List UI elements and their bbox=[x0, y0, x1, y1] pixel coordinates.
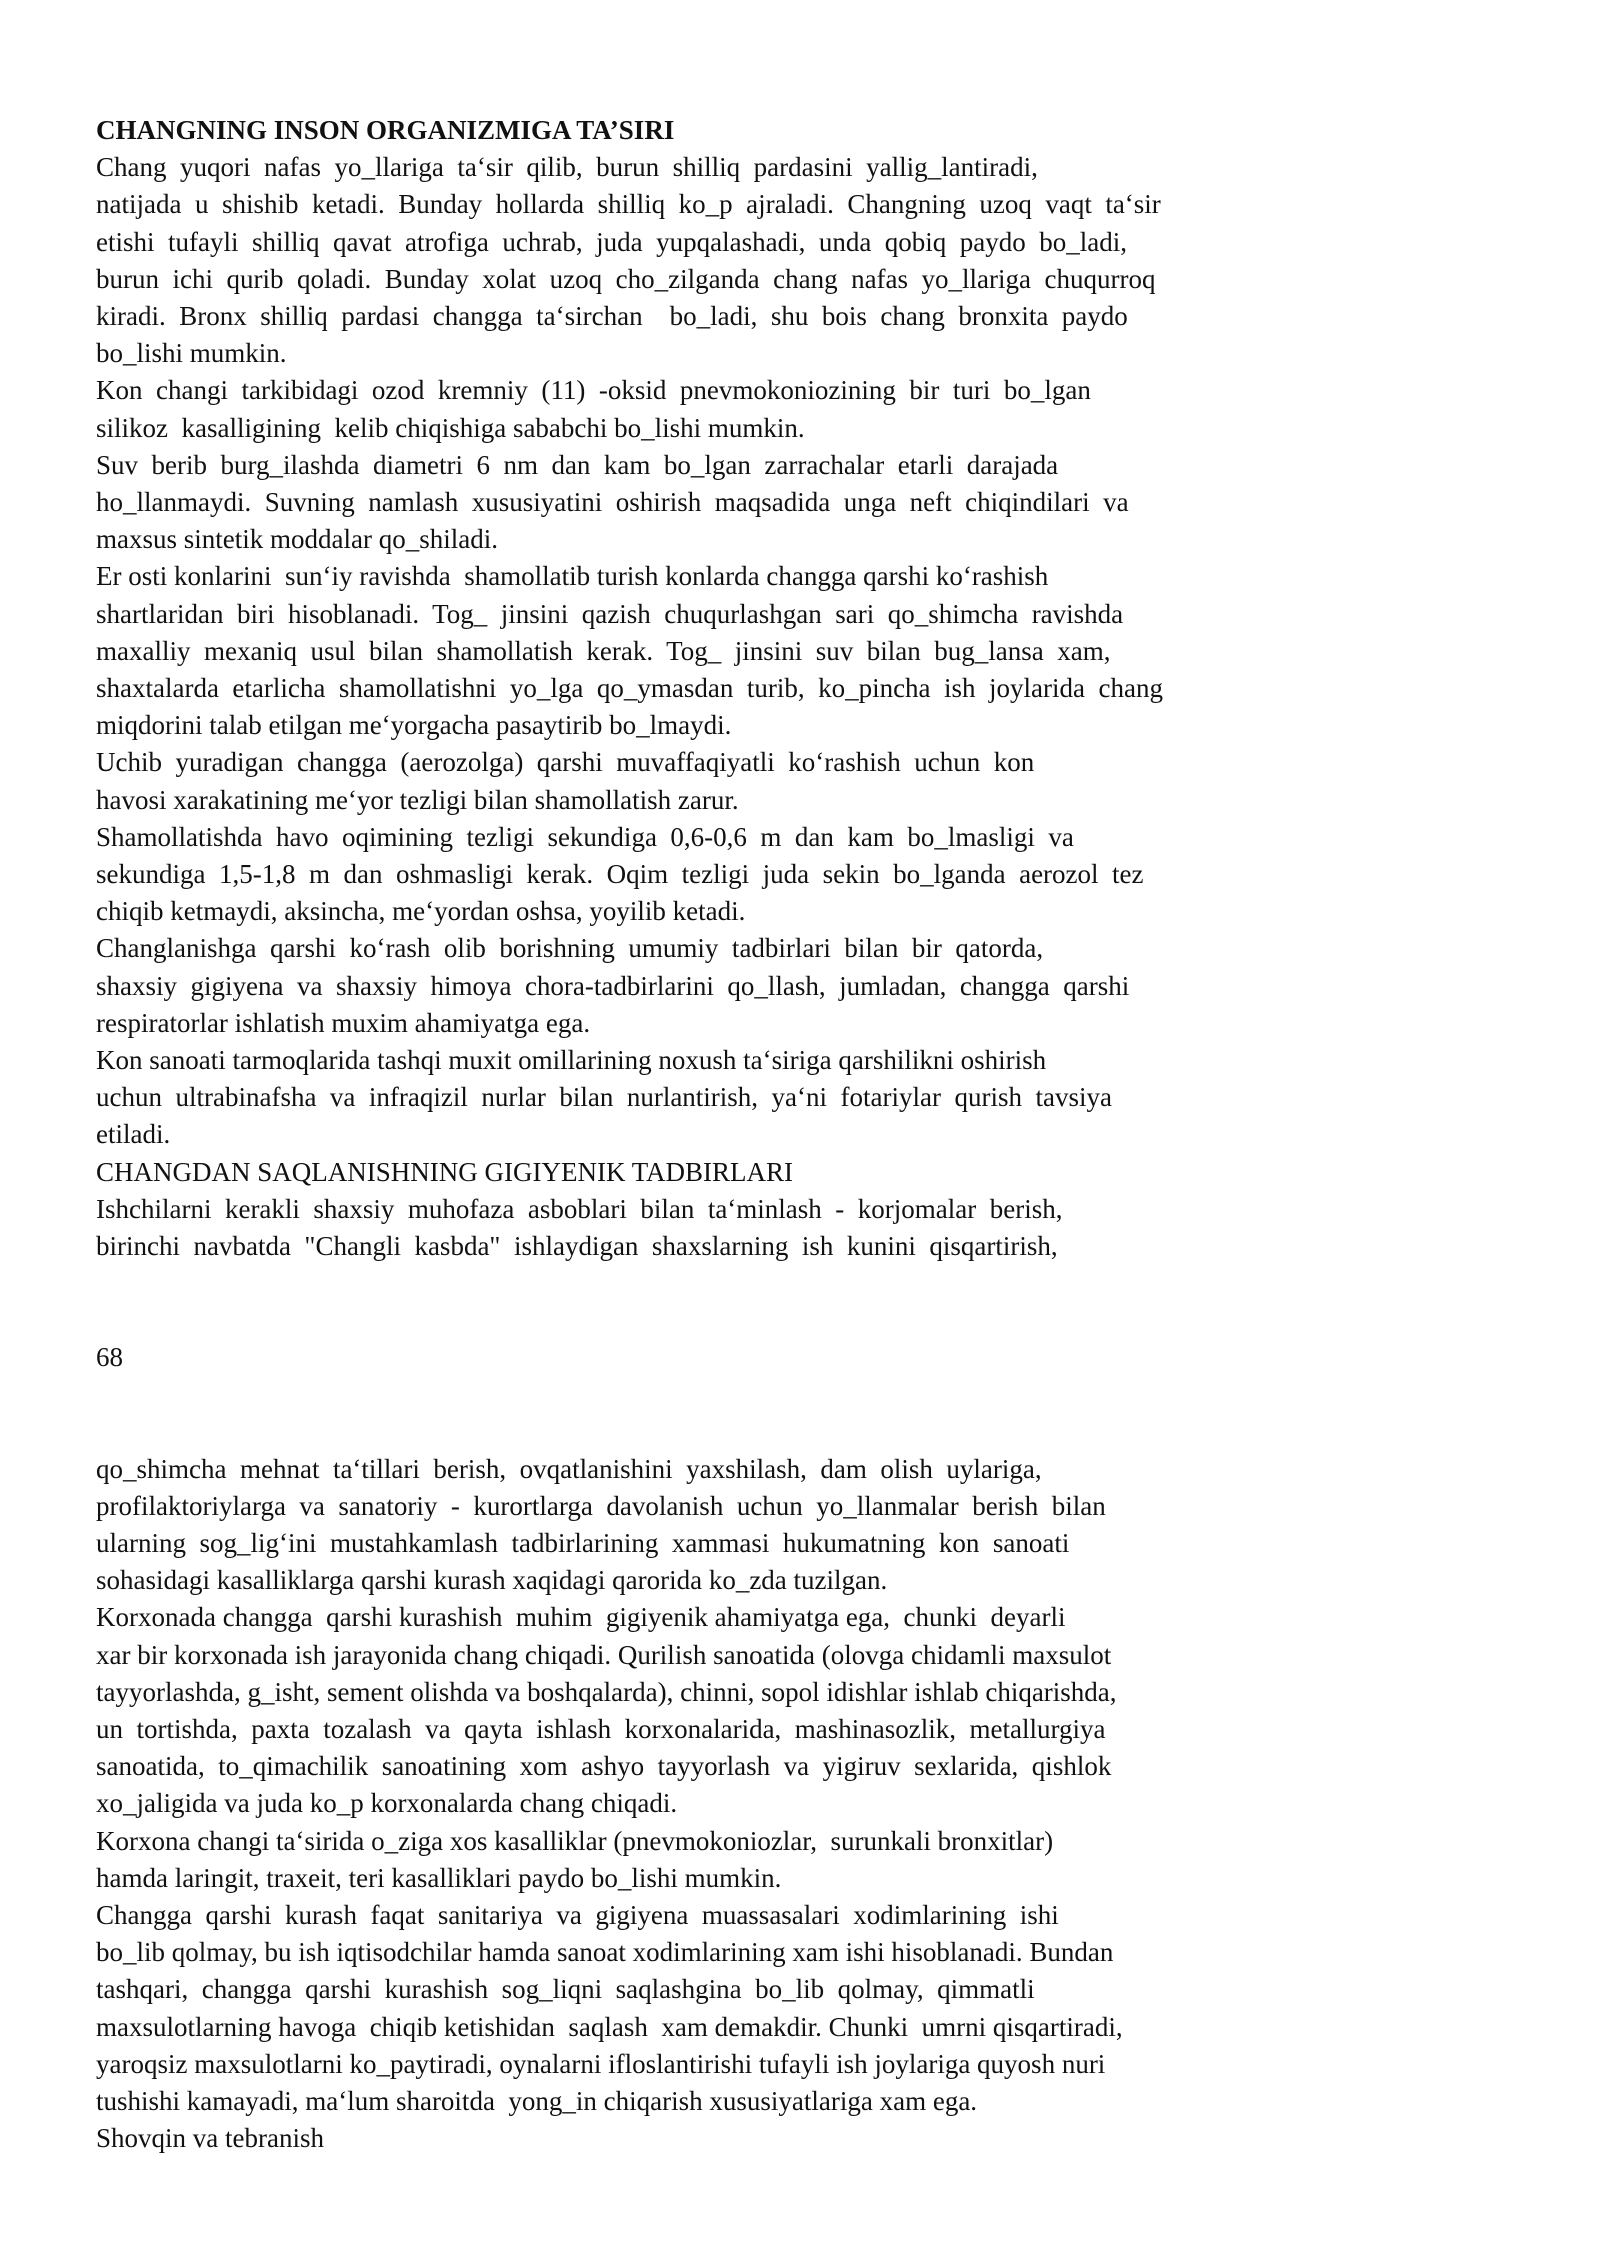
text-line: tashqari, changga qarshi kurashish sog_liqni saqlashgina bo_lib qolmay, qimmatli bbox=[96, 1974, 1035, 2005]
text-line: Kon sanoati tarmoqlarida tashqi muxit omillarining noxush ta‘siriga qarshilikni oshirish bbox=[96, 1045, 1047, 1076]
text-line: qo_shimcha mehnat ta‘tillari berish, ovqatlanishini yaxshilash, dam olish uylariga, bbox=[96, 1453, 1042, 1484]
text-line: Suv berib burg_ilashda diametri 6 nm dan kam bo_lgan zarrachalar etarli darajada bbox=[96, 449, 1059, 480]
text-line: Korxona changi ta‘sirida o_ziga xos kasalliklar (pnevmokoniozlar, surunkali bronxitlar) bbox=[96, 1825, 1054, 1856]
page-break-gap-2 bbox=[96, 1377, 1396, 1451]
text-line: respiratorlar ishlatish muxim ahamiyatga ega. bbox=[96, 1007, 591, 1038]
text-line: xar bir korxonada ish jarayonida chang chiqadi. Qurilish sanoatida (olovga chidamli maxsulot bbox=[96, 1639, 1112, 1670]
text-line: burun ichi qurib qoladi. Bunday xolat uzoq cho_zilganda chang nafas yo_llariga chuqurroq bbox=[96, 263, 1156, 294]
text-line: chiqib ketmaydi, aksincha, me‘yordan oshsa, yoyilib ketadi. bbox=[96, 896, 746, 927]
text-line: shaxtalarda etarlicha shamollatishni yo_lga qo_ymasdan turib, ko_pincha ish joylarida chang bbox=[96, 673, 1163, 704]
text-line: shaxsiy gigiyena va shaxsiy himoya chora-tadbirlarini qo_llash, jumladan, changga qarshi bbox=[96, 970, 1130, 1001]
text-line: maxsus sintetik moddalar qo_shiladi. bbox=[96, 524, 498, 555]
page-number: 68 bbox=[96, 1342, 123, 1373]
text-line: Ishchilarni kerakli shaxsiy muhofaza asboblari bilan ta‘minlash - korjomalar berish, bbox=[96, 1193, 1063, 1224]
text-line: etiladi. bbox=[96, 1119, 171, 1150]
text-line: Shovqin va tebranish bbox=[96, 2123, 324, 2154]
text-line: shartlaridan biri hisoblanadi. Tog_ jinsini qazish chuqurlashgan sari qo_shimcha ravishda bbox=[96, 598, 1124, 629]
text-line: CHANGDAN SAQLANISHNING GIGIYENIK TADBIRLARI bbox=[96, 1156, 794, 1187]
text-line: Korxonada changga qarshi kurashish muhim gigiyenik ahamiyatga ega, chunki deyarli bbox=[96, 1602, 1066, 1633]
page-break-gap bbox=[96, 1265, 1396, 1339]
text-line: sanoatida, to_qimachilik sanoatining xom ashyo tayyorlash va yigiruv sexlarida, qishlok bbox=[96, 1751, 1112, 1782]
text-line: sekundiga 1,5-1,8 m dan oshmasligi kerak. Oqim tezligi juda sekin bo_lganda aerozol tez bbox=[96, 859, 1144, 890]
text-line: Changga qarshi kurash faqat sanitariya va gigiyena muassasalari xodimlarining ishi bbox=[96, 1899, 1059, 1930]
text-line: hamda laringit, traxeit, teri kasalliklari paydo bo_lishi mumkin. bbox=[96, 1862, 782, 1893]
text-block-1 bbox=[96, 149, 1396, 1265]
text-line: miqdorini talab etilgan me‘yorgacha pasaytirib bo_lmaydi. bbox=[96, 710, 732, 741]
text-line: ularning sog_lig‘ini mustahkamlash tadbirlarining xammasi hukumatning kon sanoati bbox=[96, 1527, 1070, 1558]
text-line: Shamollatishda havo oqimining tezligi sekundiga 0,6-0,6 m dan kam bo_lmasligi va bbox=[96, 821, 1074, 852]
text-line: tayyorlashda, g_isht, sement olishda va boshqalarda), chinni, sopol idishlar ishlab chiqarishda, bbox=[96, 1676, 1117, 1707]
text-line: birinchi navbatda "Changli kasbda" ishlaydigan shaxslarning ish kunini qisqartirish, bbox=[96, 1231, 1058, 1262]
text-line: Uchib yuradigan changga (aerozolga) qarshi muvaffaqiyatli ko‘rashish uchun kon bbox=[96, 747, 1035, 778]
text-line: maxalliy mexaniq usul bilan shamollatish kerak. Tog_ jinsini suv bilan bug_lansa xam, bbox=[96, 635, 1111, 666]
text-line: maxsulotlarning havoga chiqib ketishidan saqlash xam demakdir. Chunki umrni qisqartiradi, bbox=[96, 2011, 1123, 2042]
text-line: ho_llanmaydi. Suvning namlash xususiyatini oshirish maqsadida unga neft chiqindilari va bbox=[96, 487, 1129, 518]
text-line: yaroqsiz maxsulotlarni ko_paytiradi, oynalarni ifloslantirishi tufayli ish joylariga quyosh nuri bbox=[96, 2048, 1106, 2079]
text-line: uchun ultrabinafsha va infraqizil nurlar bilan nurlantirish, ya‘ni fotariylar qurish tavsiya bbox=[96, 1082, 1112, 1113]
text-line: tushishi kamayadi, ma‘lum sharoitda yong_in chiqarish xususiyatlariga xam ega. bbox=[96, 2085, 978, 2116]
text-line: bo_lishi mumkin. bbox=[96, 338, 287, 369]
text-line: havosi xarakatining me‘yor tezligi bilan shamollatish zarur. bbox=[96, 784, 739, 815]
text-line: kiradi. Bronx shilliq pardasi changga ta‘sirchan bo_ladi, shu bois chang bronxita paydo bbox=[96, 301, 1128, 332]
text-line: un tortishda, paxta tozalash va qayta ishlash korxonalarida, mashinasozlik, metallurgiya bbox=[96, 1713, 1106, 1744]
text-line: Chang yuqori nafas yo_llariga ta‘sir qilib, burun shilliq pardasini yallig_lantiradi, bbox=[96, 152, 1038, 183]
text-line: natijada u shishib ketadi. Bunday hollarda shilliq ko_p ajraladi. Changning uzoq vaqt ta‘sir bbox=[96, 189, 1161, 220]
text-line: silikoz kasalligining kelib chiqishiga sababchi bo_lishi mumkin. bbox=[96, 412, 805, 443]
text-block-2 bbox=[96, 1451, 1396, 2158]
text-line: sohasidagi kasalliklarga qarshi kurash xaqidagi qarorida ko_zda tuzilgan. bbox=[96, 1565, 888, 1596]
document-page bbox=[96, 112, 1396, 2157]
text-line: profilaktoriylarga va sanatoriy - kurortlarga davolanish uchun yo_llanmalar berish bilan bbox=[96, 1490, 1106, 1521]
text-line: etishi tufayli shilliq qavat atrofiga uchrab, juda yupqalashadi, unda qobiq paydo bo_ladi, bbox=[96, 226, 1128, 257]
text-line: Er osti konlarini sun‘iy ravishda shamollatib turish konlarda changga qarshi ko‘rashish bbox=[96, 561, 1049, 592]
text-line: Kon changi tarkibidagi ozod kremniy (11) -oksid pnevmokoniozining bir turi bo_lgan bbox=[96, 375, 1091, 406]
text-line: bo_lib qolmay, bu ish iqtisodchilar hamda sanoat xodimlarining xam ishi hisoblanadi. Bundan bbox=[96, 1937, 1114, 1968]
document-title: CHANGNING INSON ORGANIZMIGA TA’SIRI bbox=[96, 115, 675, 145]
text-line: Changlanishga qarshi ko‘rash olib borishning umumiy tadbirlari bilan bir qatorda, bbox=[96, 933, 1044, 964]
text-line: xo_jaligida va juda ko_p korxonalarda chang chiqadi. bbox=[96, 1788, 678, 1819]
